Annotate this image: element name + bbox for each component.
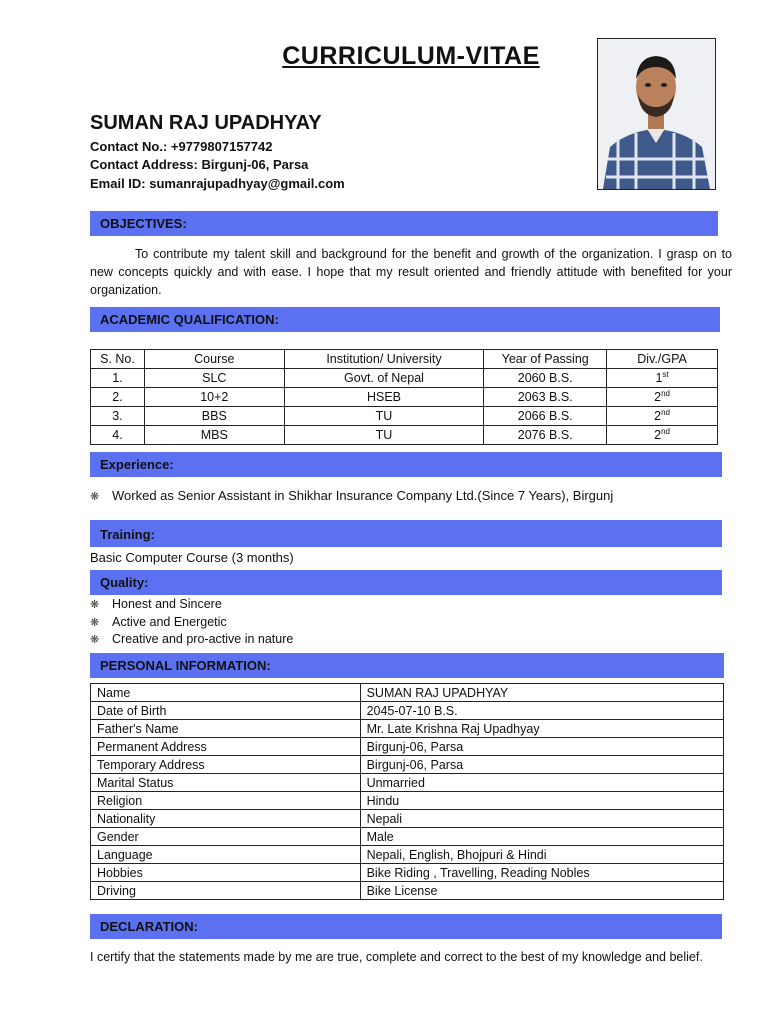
info-label: Marital Status (91, 774, 361, 792)
academic-header-row (91, 350, 718, 369)
academic-header-cell: Div./GPA (607, 350, 718, 369)
division-value: 2 (654, 390, 662, 405)
division-cell (607, 388, 718, 407)
division-suffix: st (662, 370, 669, 380)
info-label: Permanent Address (91, 738, 361, 756)
table-row (91, 369, 718, 388)
table-row (91, 882, 724, 900)
objectives-text: To contribute my talent skill and background for the benefit and growth of the organization. I grasp on to new concepts quickly and with ease. I hope that my result oriented and friendly attitude with benefited for your organization. (90, 247, 732, 297)
cv-title: CURRICULUM-VITAE (282, 42, 540, 70)
info-value: Bike License (360, 882, 723, 900)
info-label: Date of Birth (91, 702, 361, 720)
table-row (91, 684, 724, 702)
list-item (90, 615, 227, 629)
institution-cell: Govt. of Nepal (284, 369, 484, 388)
quality-text: Honest and Sincere (112, 597, 222, 611)
academic-table (90, 349, 718, 445)
course-cell: BBS (144, 407, 284, 426)
table-row (91, 407, 718, 426)
candidate-name: SUMAN RAJ UPADHYAY (90, 112, 322, 134)
table-row (91, 720, 724, 738)
institution-cell: HSEB (284, 388, 484, 407)
serial-cell: 2. (91, 388, 145, 407)
quality-text: Creative and pro-active in nature (112, 632, 294, 646)
course-cell: SLC (144, 369, 284, 388)
info-value: Nepali (360, 810, 723, 828)
bullet-icon: ❋ (90, 599, 100, 611)
year-cell: 2066 B.S. (484, 407, 607, 426)
division-suffix: nd (661, 427, 670, 437)
table-row (91, 756, 724, 774)
institution-cell: TU (284, 426, 484, 445)
list-item (90, 597, 222, 611)
table-row (91, 426, 718, 445)
info-value: Male (360, 828, 723, 846)
info-value: Mr. Late Krishna Raj Upadhyay (360, 720, 723, 738)
contact-email: Email ID: sumanrajupadhyay@gmail.com (90, 176, 345, 191)
info-value: Hindu (360, 792, 723, 810)
info-label: Language (91, 846, 361, 864)
profile-photo (597, 38, 716, 190)
list-item (90, 632, 293, 646)
serial-cell: 3. (91, 407, 145, 426)
objectives-heading: OBJECTIVES: (90, 211, 718, 236)
info-value: 2045-07-10 B.S. (360, 702, 723, 720)
bullet-icon: ❋ (90, 491, 100, 503)
institution-cell: TU (284, 407, 484, 426)
academic-header-cell: Year of Passing (484, 350, 607, 369)
info-label: Hobbies (91, 864, 361, 882)
academic-header-cell: Institution/ University (284, 350, 484, 369)
info-label: Nationality (91, 810, 361, 828)
table-row (91, 792, 724, 810)
info-label: Name (91, 684, 361, 702)
division-value: 1 (655, 371, 663, 386)
division-value: 2 (654, 409, 662, 424)
info-value: Birgunj-06, Parsa (360, 738, 723, 756)
declaration-text: I certify that the statements made by me are true, complete and correct to the best of my knowledge and belief. (90, 950, 703, 964)
info-label: Gender (91, 828, 361, 846)
table-row (91, 810, 724, 828)
declaration-heading: DECLARATION: (90, 914, 722, 939)
serial-cell: 1. (91, 369, 145, 388)
info-value: Unmarried (360, 774, 723, 792)
division-cell (607, 426, 718, 445)
division-value: 2 (654, 428, 662, 443)
personal-heading: PERSONAL INFORMATION: (90, 653, 724, 678)
info-label: Driving (91, 882, 361, 900)
contact-address: Contact Address: Birgunj-06, Parsa (90, 157, 309, 172)
quality-text: Active and Energetic (112, 615, 227, 629)
quality-heading: Quality: (90, 570, 722, 595)
table-row (91, 738, 724, 756)
table-row (91, 864, 724, 882)
contact-phone: Contact No.: +9779807157742 (90, 139, 273, 154)
info-label: Temporary Address (91, 756, 361, 774)
profile-photo-image (598, 39, 715, 189)
division-suffix: nd (661, 389, 670, 399)
bullet-icon: ❋ (90, 634, 100, 646)
division-cell (607, 407, 718, 426)
year-cell: 2063 B.S. (484, 388, 607, 407)
info-value: Nepali, English, Bhojpuri & Hindi (360, 846, 723, 864)
academic-header-cell: S. No. (91, 350, 145, 369)
experience-text: Worked as Senior Assistant in Shikhar Insurance Company Ltd.(Since 7 Years), Birgunj (112, 488, 614, 503)
table-row (91, 774, 724, 792)
experience-item (90, 488, 613, 503)
table-row (91, 828, 724, 846)
training-text: Basic Computer Course (3 months) (90, 550, 294, 565)
division-suffix: nd (661, 408, 670, 418)
division-cell (607, 369, 718, 388)
year-cell: 2076 B.S. (484, 426, 607, 445)
course-cell: MBS (144, 426, 284, 445)
table-row (91, 702, 724, 720)
serial-cell: 4. (91, 426, 145, 445)
experience-heading: Experience: (90, 452, 722, 477)
table-row (91, 846, 724, 864)
info-label: Religion (91, 792, 361, 810)
info-label: Father's Name (91, 720, 361, 738)
bullet-icon: ❋ (90, 617, 100, 629)
table-row (91, 388, 718, 407)
info-value: Bike Riding , Travelling, Reading Nobles (360, 864, 723, 882)
academic-header-cell: Course (144, 350, 284, 369)
academic-heading: ACADEMIC QUALIFICATION: (90, 307, 720, 332)
info-value: SUMAN RAJ UPADHYAY (360, 684, 723, 702)
info-value: Birgunj-06, Parsa (360, 756, 723, 774)
course-cell: 10+2 (144, 388, 284, 407)
personal-info-table (90, 683, 724, 900)
training-heading: Training: (90, 520, 722, 547)
year-cell: 2060 B.S. (484, 369, 607, 388)
